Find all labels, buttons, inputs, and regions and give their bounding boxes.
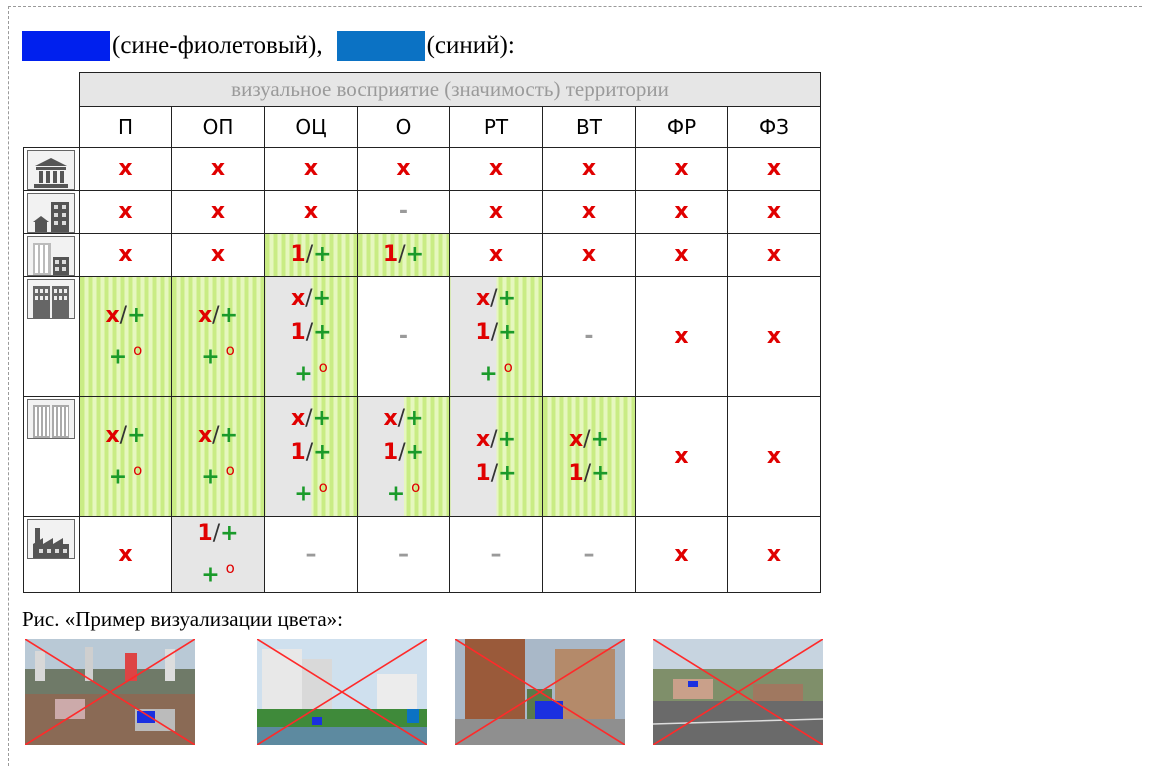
example-photo-2 (257, 639, 427, 745)
column-header: ФЗ (728, 107, 821, 148)
blue-swatch (337, 31, 425, 61)
table-cell: 1/+ (265, 234, 358, 277)
table-cell: х (728, 191, 821, 234)
table-cell: х/+ + $^о$ (172, 397, 265, 517)
table-cell: х (80, 148, 172, 191)
table-cell: 1/+ (358, 234, 450, 277)
table-row (24, 517, 821, 593)
color-legend (22, 27, 515, 65)
table-row (24, 397, 821, 517)
table-cell: х/+ + $^о$ (80, 397, 172, 517)
public-building-icon (27, 150, 75, 190)
table-row (24, 277, 821, 397)
table-cell: х/+ 1/+ + $^о$ (450, 277, 543, 397)
page-frame-left (8, 6, 9, 766)
table-cell: х/+ 1/+ + $^о$ (265, 277, 358, 397)
column-header: ВТ (543, 107, 636, 148)
table-cell: х (80, 191, 172, 234)
table-cell: х/+ 1/+ + $^о$ (265, 397, 358, 517)
table-cell: х (636, 277, 728, 397)
table-cell: – (450, 517, 543, 593)
table-row (24, 191, 821, 234)
table-cell: х (172, 191, 265, 234)
visibility-table (23, 72, 821, 593)
page-frame-top (8, 6, 1142, 7)
table-cell: х (728, 517, 821, 593)
table-cell: х/+ 1/+ (450, 397, 543, 517)
table-cell: х (636, 148, 728, 191)
table-cell: х (543, 148, 636, 191)
example-photo-3 (455, 639, 625, 745)
column-header: О (358, 107, 450, 148)
table-cell: х (80, 517, 172, 593)
table-cell: х (450, 234, 543, 277)
midrise-building-icon (27, 236, 75, 276)
table-cell: х (265, 148, 358, 191)
figure-caption: Рис. «Пример визуализации цвета»: (22, 607, 343, 631)
blue-label: (синий): (426, 32, 515, 59)
table-cell: – (265, 517, 358, 593)
factory-icon (27, 519, 75, 559)
table-cell: х (636, 397, 728, 517)
table-cell: х (728, 148, 821, 191)
table-cell: х (450, 148, 543, 191)
table-cell: 1/+ + $^о$ (172, 517, 265, 593)
table-cell: х (636, 191, 728, 234)
violet-swatch (22, 31, 110, 61)
table-cell: – (543, 517, 636, 593)
table-cell: х (172, 234, 265, 277)
column-header: ОЦ (265, 107, 358, 148)
violet-label: (сине-фиолетовый), (112, 32, 323, 59)
table-cell: х (636, 517, 728, 593)
table-cell: х (543, 191, 636, 234)
column-header: ФР (636, 107, 728, 148)
example-photo-1 (25, 639, 195, 745)
table-super-header: визуальное восприятие (значимость) территории (80, 73, 821, 107)
table-cell: х (265, 191, 358, 234)
table-cell: х/+ 1/+ (543, 397, 636, 517)
table-cell: х (728, 277, 821, 397)
tower-building-icon (27, 399, 75, 439)
table-cell: х (450, 191, 543, 234)
table-cell: х (80, 234, 172, 277)
table-cell: х/+ + $^о$ (80, 277, 172, 397)
table-row (24, 234, 821, 277)
highrise-building-icon (27, 279, 75, 319)
column-header: РТ (450, 107, 543, 148)
table-cell: х/+ 1/+ + $^о$ (358, 397, 450, 517)
table-cell: – (358, 517, 450, 593)
table-row (24, 148, 821, 191)
table-cell: х (636, 234, 728, 277)
table-cell: х/+ + $^о$ (172, 277, 265, 397)
mixed-residential-icon (27, 193, 75, 233)
table-cell: - (358, 191, 450, 234)
example-photo-4 (653, 639, 823, 745)
column-header: ОП (172, 107, 265, 148)
table-cell: - (543, 277, 636, 397)
table-cell: х (728, 397, 821, 517)
table-cell: х (172, 148, 265, 191)
table-cell: х (728, 234, 821, 277)
column-header: П (80, 107, 172, 148)
table-cell: х (543, 234, 636, 277)
table-cell: - (358, 277, 450, 397)
table-cell: х (358, 148, 450, 191)
